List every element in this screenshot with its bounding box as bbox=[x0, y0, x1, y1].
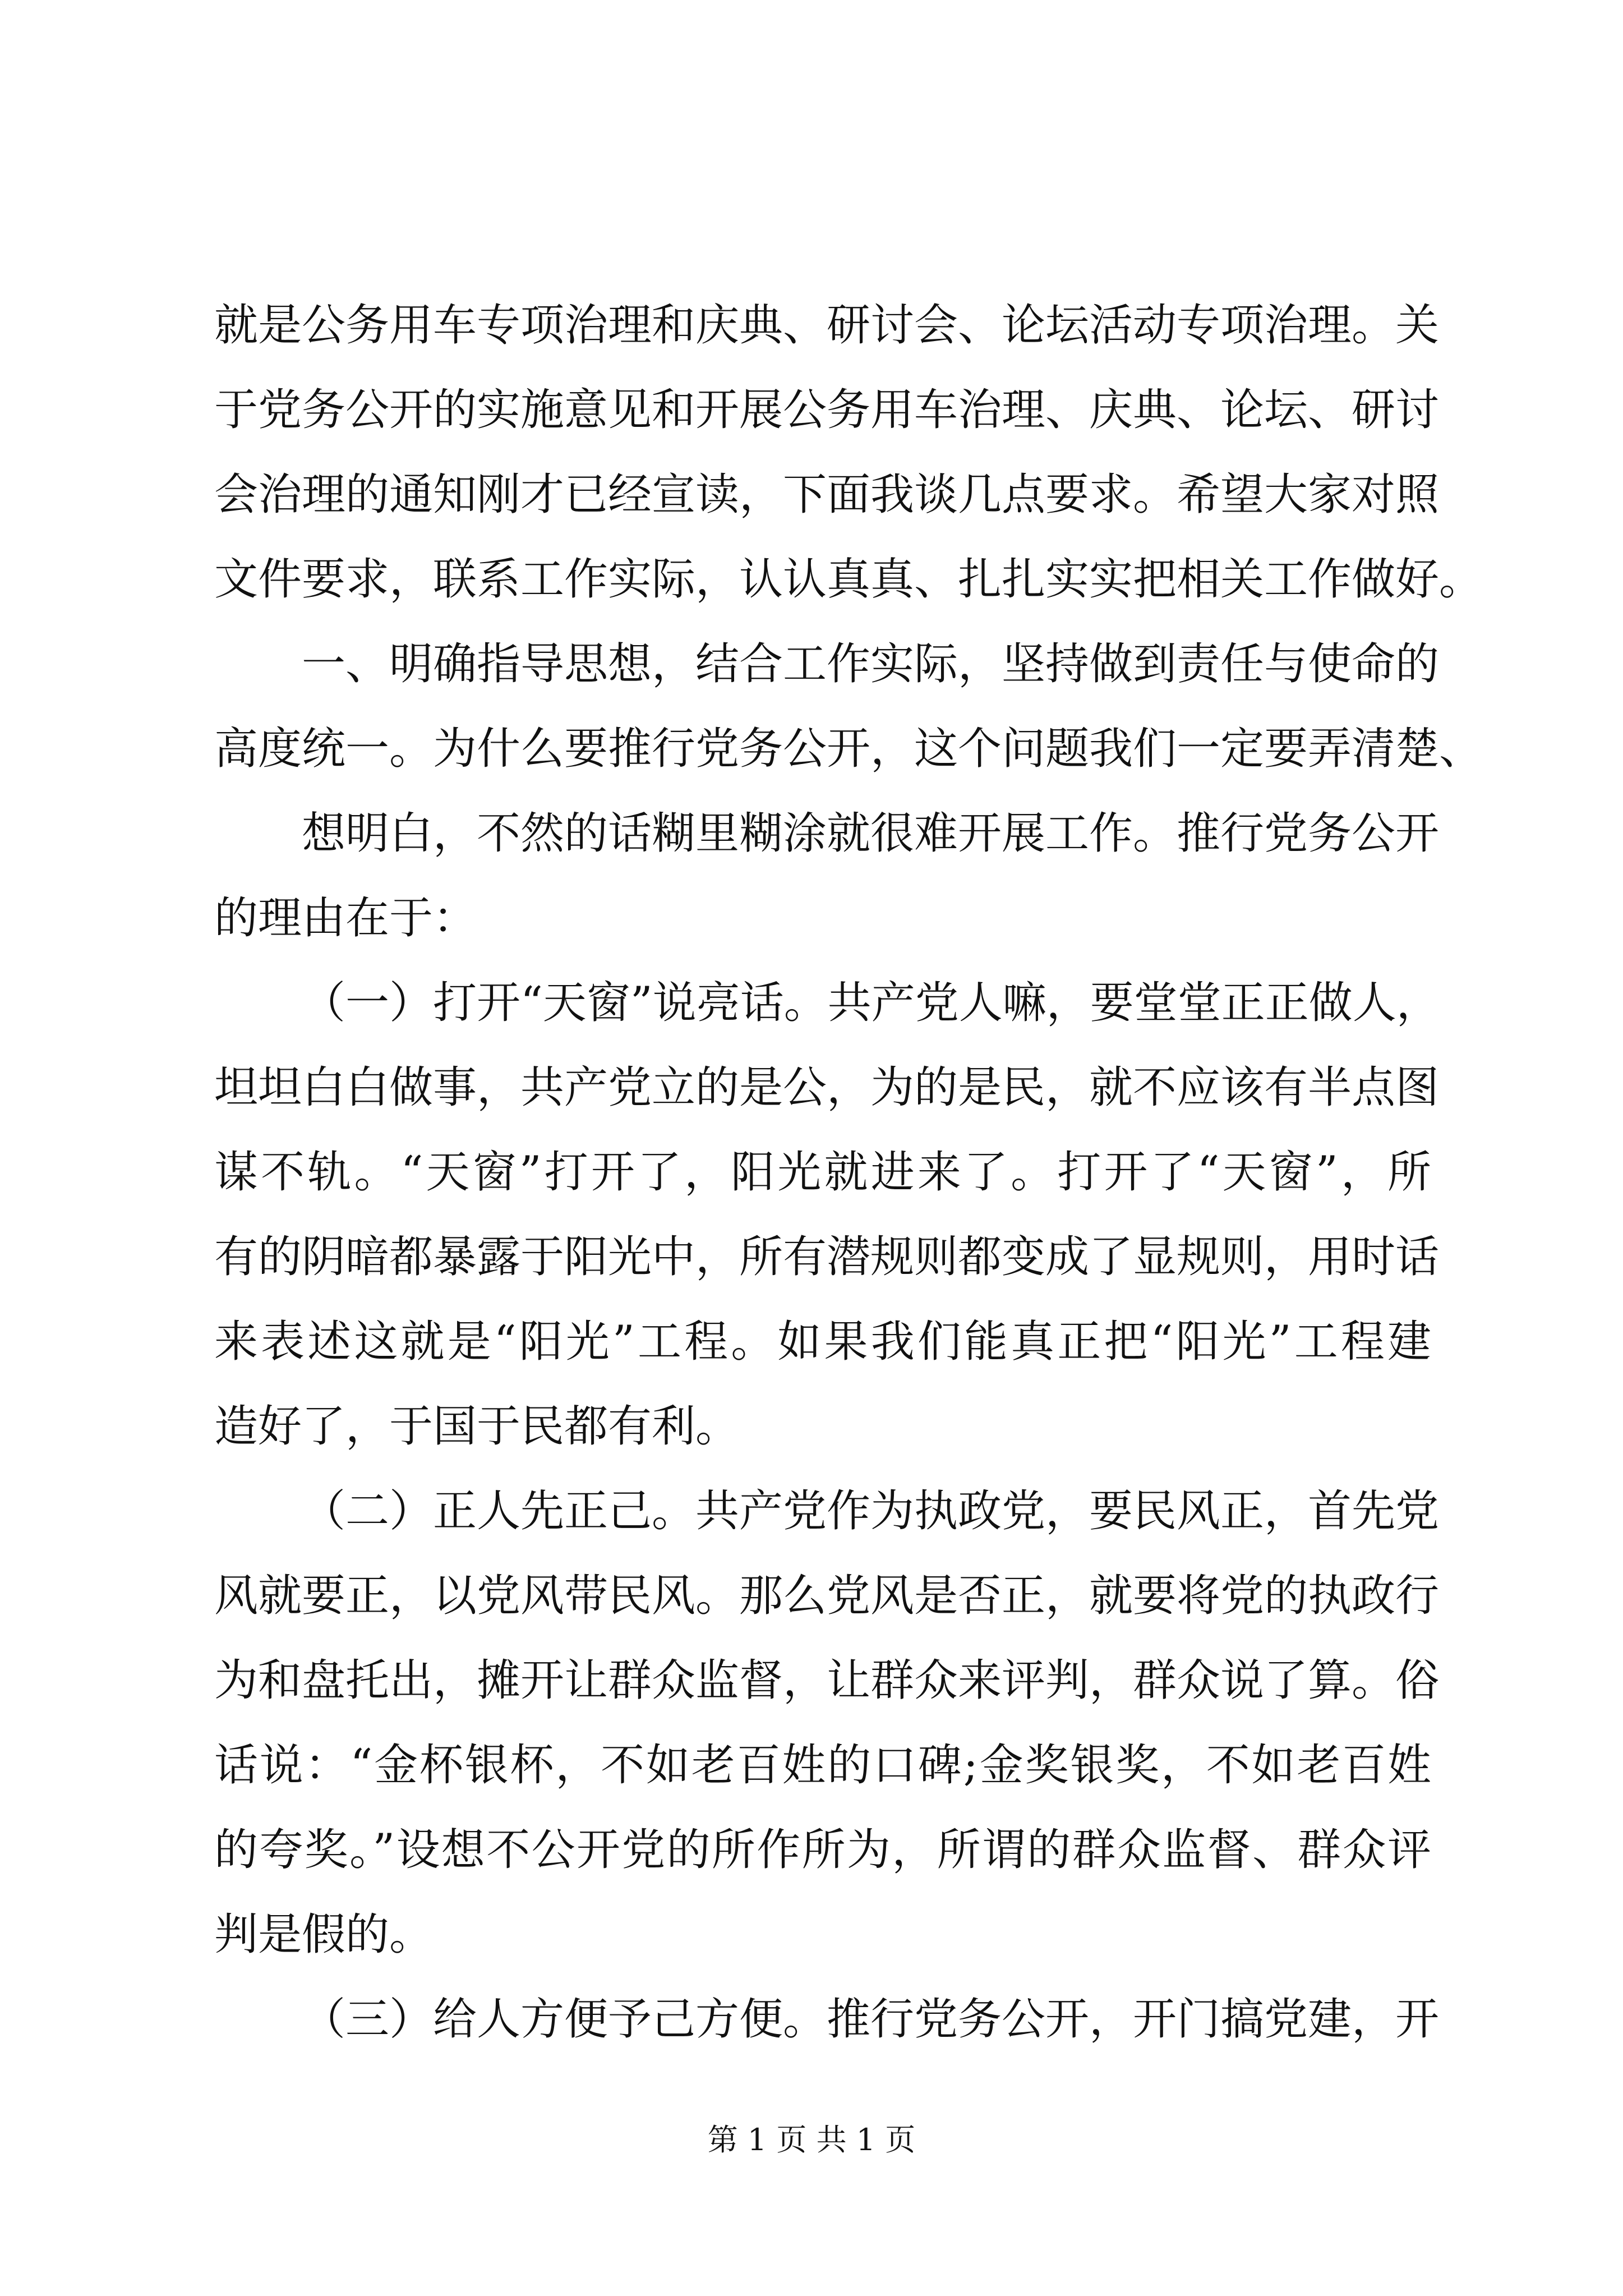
text-line: 就是公务用车专项治理和庆典、研讨会、论坛活动专项治理。关 bbox=[214, 300, 1440, 351]
page-number-label: 第 1 页 共 1 页 bbox=[707, 2122, 916, 2157]
text-line: 有的阴暗都暴露于阳光中，所有潜规则都变成了显规则，用时话 bbox=[214, 1232, 1440, 1282]
text-line: 话说：“金杯银杯，不如老百姓的口碑;金奖银奖，不如老百姓 bbox=[214, 1740, 1431, 1791]
text-line: 为和盘托出，摊开让群众监督，让群众来评判，群众说了算。俗 bbox=[214, 1655, 1440, 1706]
text-line: 坦坦白白做事，共产党立的是公，为的是民，就不应该有半点图 bbox=[214, 1062, 1440, 1113]
text-line: 来表述这就是“阳光”工程。如果我们能真正把“阳光”工程建 bbox=[214, 1317, 1431, 1367]
text-line: 风就要正，以党风带民风。那么党风是否正，就要将党的执政行 bbox=[214, 1571, 1440, 1621]
text-line: 判是假的。 bbox=[214, 1910, 434, 1960]
subsection-heading-line: （二）正人先正己。共产党作为执政党，要民风正，首先党 bbox=[302, 1486, 1440, 1536]
subsection-heading-line: （一）打开“天窗”说亮话。共产党人嘛，要堂堂正正做人， bbox=[302, 978, 1440, 1028]
section-heading-line: 一、明确指导思想，结合工作实际，坚持做到责任与使命的 bbox=[302, 639, 1440, 689]
text-line: 造好了，于国于民都有利。 bbox=[214, 1401, 740, 1452]
subsection-heading-line: （三）给人方便予己方便。推行党务公开，开门搞党建，开 bbox=[302, 1994, 1440, 2045]
text-line: 于党务公开的实施意见和开展公务用车治理、庆典、论坛、研讨 bbox=[214, 385, 1440, 435]
page-footer bbox=[0, 2120, 1623, 2160]
text-line: 的夸奖。”设想不公开党的所作所为，所谓的群众监督、群众评 bbox=[214, 1825, 1431, 1875]
text-line: 会治理的通知刚才已经宣读，下面我谈几点要求。希望大家对照 bbox=[214, 470, 1440, 520]
text-line: 的理由在于： bbox=[214, 893, 477, 944]
text-line: 谋不轨。“天窗”打开了，阳光就进来了。打开了“天窗”，所 bbox=[214, 1147, 1431, 1198]
text-line: 文件要求，联系工作实际，认认真真、扎扎实实把相关工作做好。 bbox=[214, 554, 1483, 605]
document-body bbox=[214, 283, 1483, 2062]
text-line: 高度统一。为什么要推行党务公开，这个问题我们一定要弄清楚、 bbox=[214, 724, 1483, 774]
text-line: 想明白，不然的话糊里糊涂就很难开展工作。推行党务公开 bbox=[302, 808, 1440, 859]
